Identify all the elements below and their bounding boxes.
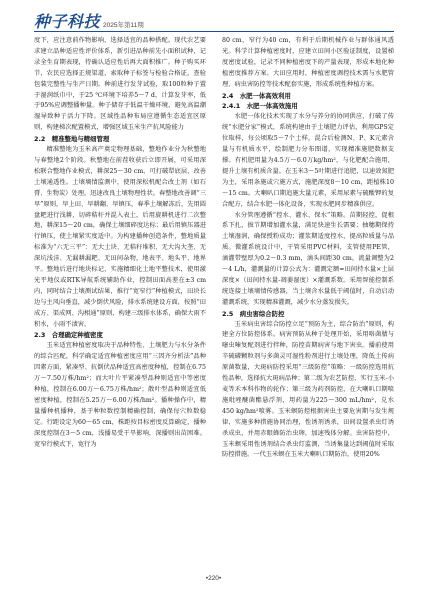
journal-logo: 种子科技 (34, 12, 101, 31)
section-heading-2-4-1: 2.4.1 水肥一体高效施用 (222, 102, 298, 111)
page-number: •220• (205, 575, 222, 582)
paragraph: 精准整地为玉米高产奠定物理基础，整地作业分为秋整地与春整地2个阶段。秋整地在前茬收获后立即开展，可采用深松联合整地作业模式，耕深25～30 cm，可打破犁底层，改善土壤通透性。土壤墒情监测中，使用深松机配合改土剂（如石膏、生物炭）处理，迅速改良土壤物理性状。春整地改善调“三早”原则，早上田、早耕翻、早镇压，春季土壤解冻后，先用圆盘耙进行浅耕，切碎秸秆并混入表土，后用旋耕机进行二次整地，耕深15～20 cm，确保土壤细碎度达标；最后用镇压器进行镇压，使土壤紧实度适中。为构建播种创造条件，整地质量标准为“六无三平”：无大土块、无秸秆堆积、无大沟大垄、无深坑浅洼、无漏耕漏耙、无田间杂物，地表平、地头平、地界平。整地后进行地块标记，实施精细化土地平整技术，使用激光平地仪或RTK导航系统辅助作业，控制田面高差在±3 cm内，同时结合土壤测试结果，推行“宽窄行”种植模式，田块长边与主风向垂直，减少倒伏风险，排水系统建设方面，按照“田成方、渠成网、沟相通”原则，构建三级排水体系，确保大雨不积水，小雨不渍害。 (34, 146, 206, 328)
paragraph: 水分管理遵循“控水、灌水、保水”策略。苗期轻控，促根系下扎，拔节期增加灌水量，满足快速生长需要；抽穗期保持土壤湿润，确保授粉成功；灌浆期适度控水，提高粒质量与品质。微灌系统设计中，干管采用PVC材料，支管使用PE管，滴灌带壁厚为0.2～0.3 mm，滴头间距30 cm，流量调整为2～4 L/h，灌溉量的计算公式为：灌溉定额=田间持水量×土层深度×（田间持水量-凋萎湿度）×灌溉系数。采用智能控制系统连接土壤墒情传感器，当土壤含水量低于阈值时，自动启动灌溉系统，实现精准灌溉，减少水分蒸发损失。 (222, 211, 394, 306)
section-heading-2-3: 2.3 合理确定种植密度 (34, 331, 103, 340)
issue-label: 2025年第11期 (103, 22, 144, 29)
left-column (34, 36, 206, 566)
page-header (0, 0, 427, 34)
paragraph: 水肥一体化技术实现了水分与养分的协同供应，打破了传统“水肥分家”模式，系统构建由于土壤肥力评估，利用GPS定位取样，每公顷取5～7个土样，混合后检测N、P、K元素含量与有机质水平，绘制肥力分布图谱，实现精准施肥数据支撑。有机肥用量为4.5万～6.0万kg/hm²，与化肥配合施用，提升土壤有机质含量。在玉米3～5叶期进行追肥，以速效氮肥为主，采用条施或穴施方式，施肥深度8～10 cm，距植株10～15 cm。大喇叭口期追施大量元素，采用尿素与硫酸钾的复合配方，结合水肥一体化设备，实现水肥同步精准供应。 (222, 113, 394, 208)
section-heading-2-4: 2.4 水肥一体高效利用 (222, 91, 291, 100)
section-heading-2-5: 2.5 病虫害综合防控 (222, 309, 285, 318)
paragraph: 80 cm，窄行为40 cm，有利于后期机械作业与群体通风透光。科学计算种植密度时，应建立田间小区验证制度，设置梯度密度试验，记录不同种植密度下的产量表现，形成本地化种植密度推荐方案。大田应用时，种植密度调控技术需与水肥管理、病虫害防控等技术配套实施，形成系统性种植方案。 (222, 37, 394, 88)
right-column (222, 36, 394, 566)
paragraph: 玉米适宜种植密度取决于品种特性、土壤肥力与水分条件的综合匹配，科学确定适宜种植密度应用“三因齐分析法”品种因素方面，紧凑型、抗倒伏品种适宜高密度种植，控制在6.75万～7.50万株/hm²；而大叶片平紧凑型品种则适宜中等密度种植，控制在6.00万～6.75万株/hm²；散叶型品种则适宜低密度种植，控制在5.25万～6.00万株/hm²。播种操作中，精量播种机播种，基于种粒数控制精确控制，确保每穴粒数稳定。行距设定为60～65 cm，株距按目标密度反算确定，播种深度控制在3～5 cm，浅播易受干旱影响，深播则出苗困难。宽窄行模式下，宽行为 (34, 342, 206, 448)
paragraph: 度下，应注意前作物影响，选择适宜的品种搭配。现代农艺要求建立品种适应性评价体系，新引进品种前先小面积试种，记录全生育期表现，待确认适应性后再大面积推广。种子购买环节，农民应选择正规渠道，索取种子标签与检验合格证，查验包装完整性与生产日期。种前进行发芽试验，取100粒种子置于湿润纸巾中，于25 ℃环境下培养5～7 d，计算发芽率，低于95%应调整播种量。种子储存于低温干燥环境，避免高温潮湿导致种子活力下降。区域性品种布局应遵循生态适宜区原则，构建梯次配置模式，增强区域玉米生产抗风险能力 (34, 37, 206, 132)
journal-masthead (34, 9, 144, 32)
header-rule (34, 31, 394, 32)
paragraph: 玉米病虫害综合防控立足“预防为主，综合防治”原则，构建全方位防控体系。病害预防从种子处理开始，采用咯菌腈与噻虫嗪复配剂进行拌种，防控苗期病害与地下害虫。播前使用辛硫磷颗粒剂与多菌灵可湿性粉剂进行土壤处理，降低土传病原菌数量，大斑病防控采用“三级防控”策略：一级防控选用抗性品种，选择抗大斑病品种；第二级为农艺防控，实行玉米-小麦等禾本科作物的轮作；第三级为药剂防控，在大喇叭口期喷施吡唑醚菌酯悬浮剂，用药量为225～300 mL/hm²，兑水450 kg/hm²喷雾。玉米螟防控根据害虫主要危害期与发生规律，实施多种措施协同治理，性诱剂诱杀，田间设置杀虫灯诱杀成虫，并用赤眼蜂防治虫卵，加速残体分解。虫害防控中，玉米螟采用性诱剂结合杀虫灯监测，当诱集量达到阈值时采取防控措施。一代玉米螟在玉米大喇叭口期防治，使用20% (222, 320, 394, 459)
section-heading-2-2: 2.2 精准整地与精细管理 (34, 135, 110, 144)
